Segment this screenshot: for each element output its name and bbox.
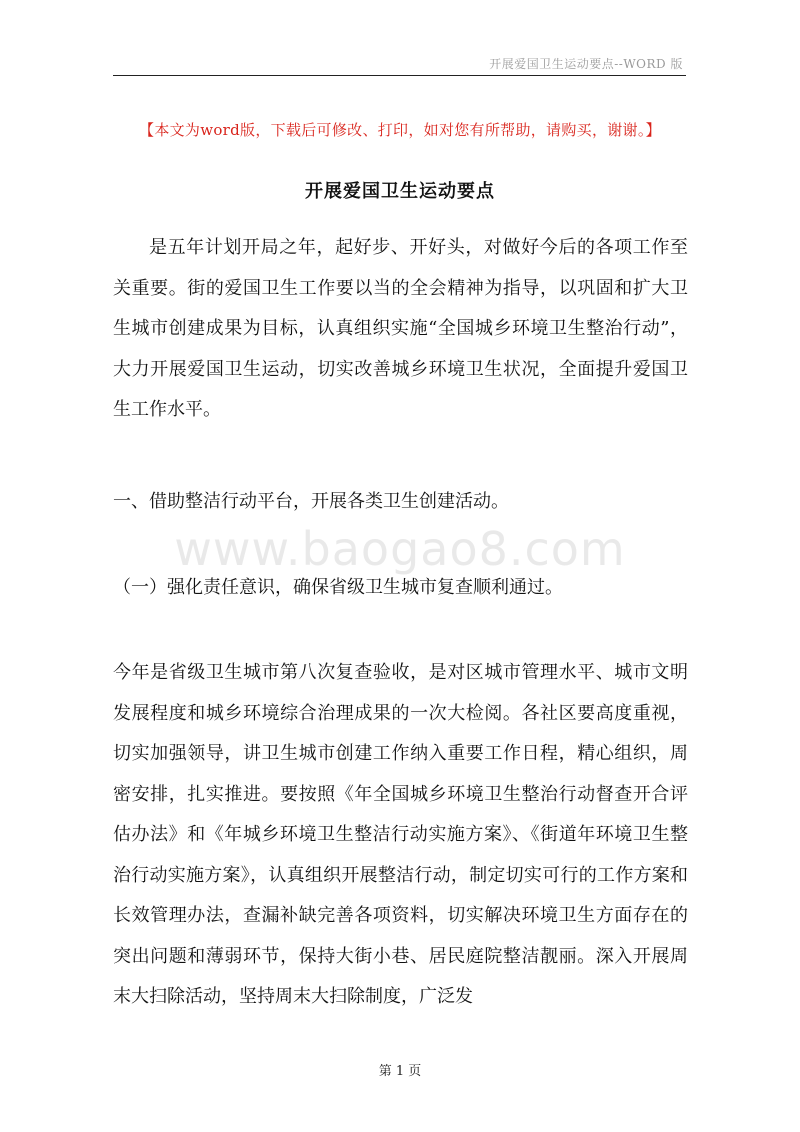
header-divider	[113, 75, 686, 76]
subsection-heading: （一）强化责任意识，确保省级卫生城市复查顺利通过。	[113, 577, 563, 598]
site-watermark: www.baogao8.com	[174, 522, 626, 576]
body-paragraph: 今年是省级卫生城市第八次复查验收，是对区城市管理水平、城市文明发展程度和城乡环境综合治理成果的一次大检阅。各社区要高度重视，切实加强领导，讲卫生城市创建工作纳入重要工作日程，精心组织，周密安排，扎实推进。要按照《年全国城乡环境卫生整治行动督查开合评估办法》和《年城乡环境卫生整洁行动实施方案》、《街道年环境卫生整治行动实施方案》，认真组织开展整洁行动，制定切实可行的工作方案和长效管理办法，查漏补缺完善各项资料，切实解决环境卫生方面存在的突出问题和薄弱环节，保持大街小巷、居民庭院整洁靓丽。深入开展周末大扫除活动，坚持周末大扫除制度，广泛发	[113, 662, 688, 1007]
page-number: 第 1 页	[378, 1064, 422, 1079]
intro-paragraph: 是五年计划开局之年，起好步、开好头，对做好今后的各项工作至关重要。街的爱国卫生工作要以当的全会精神为指导，以巩固和扩大卫生城市创建成果为目标，认真组织实施“全国城乡环境卫生整治行动”，大力开展爱国卫生运动，切实改善城乡环境卫生状况，全面提升爱国卫生工作水平。	[113, 237, 688, 420]
section-heading: 一、借助整洁行动平台，开展各类卫生创建活动。	[113, 491, 509, 512]
running-header: 开展爱国卫生运动要点--WORD 版	[489, 57, 683, 71]
purchase-notice: 【本文为word版，下载后可修改、打印，如对您有所帮助，请购买，谢谢。】	[139, 121, 661, 139]
document-title: 开展爱国卫生运动要点	[305, 181, 495, 202]
